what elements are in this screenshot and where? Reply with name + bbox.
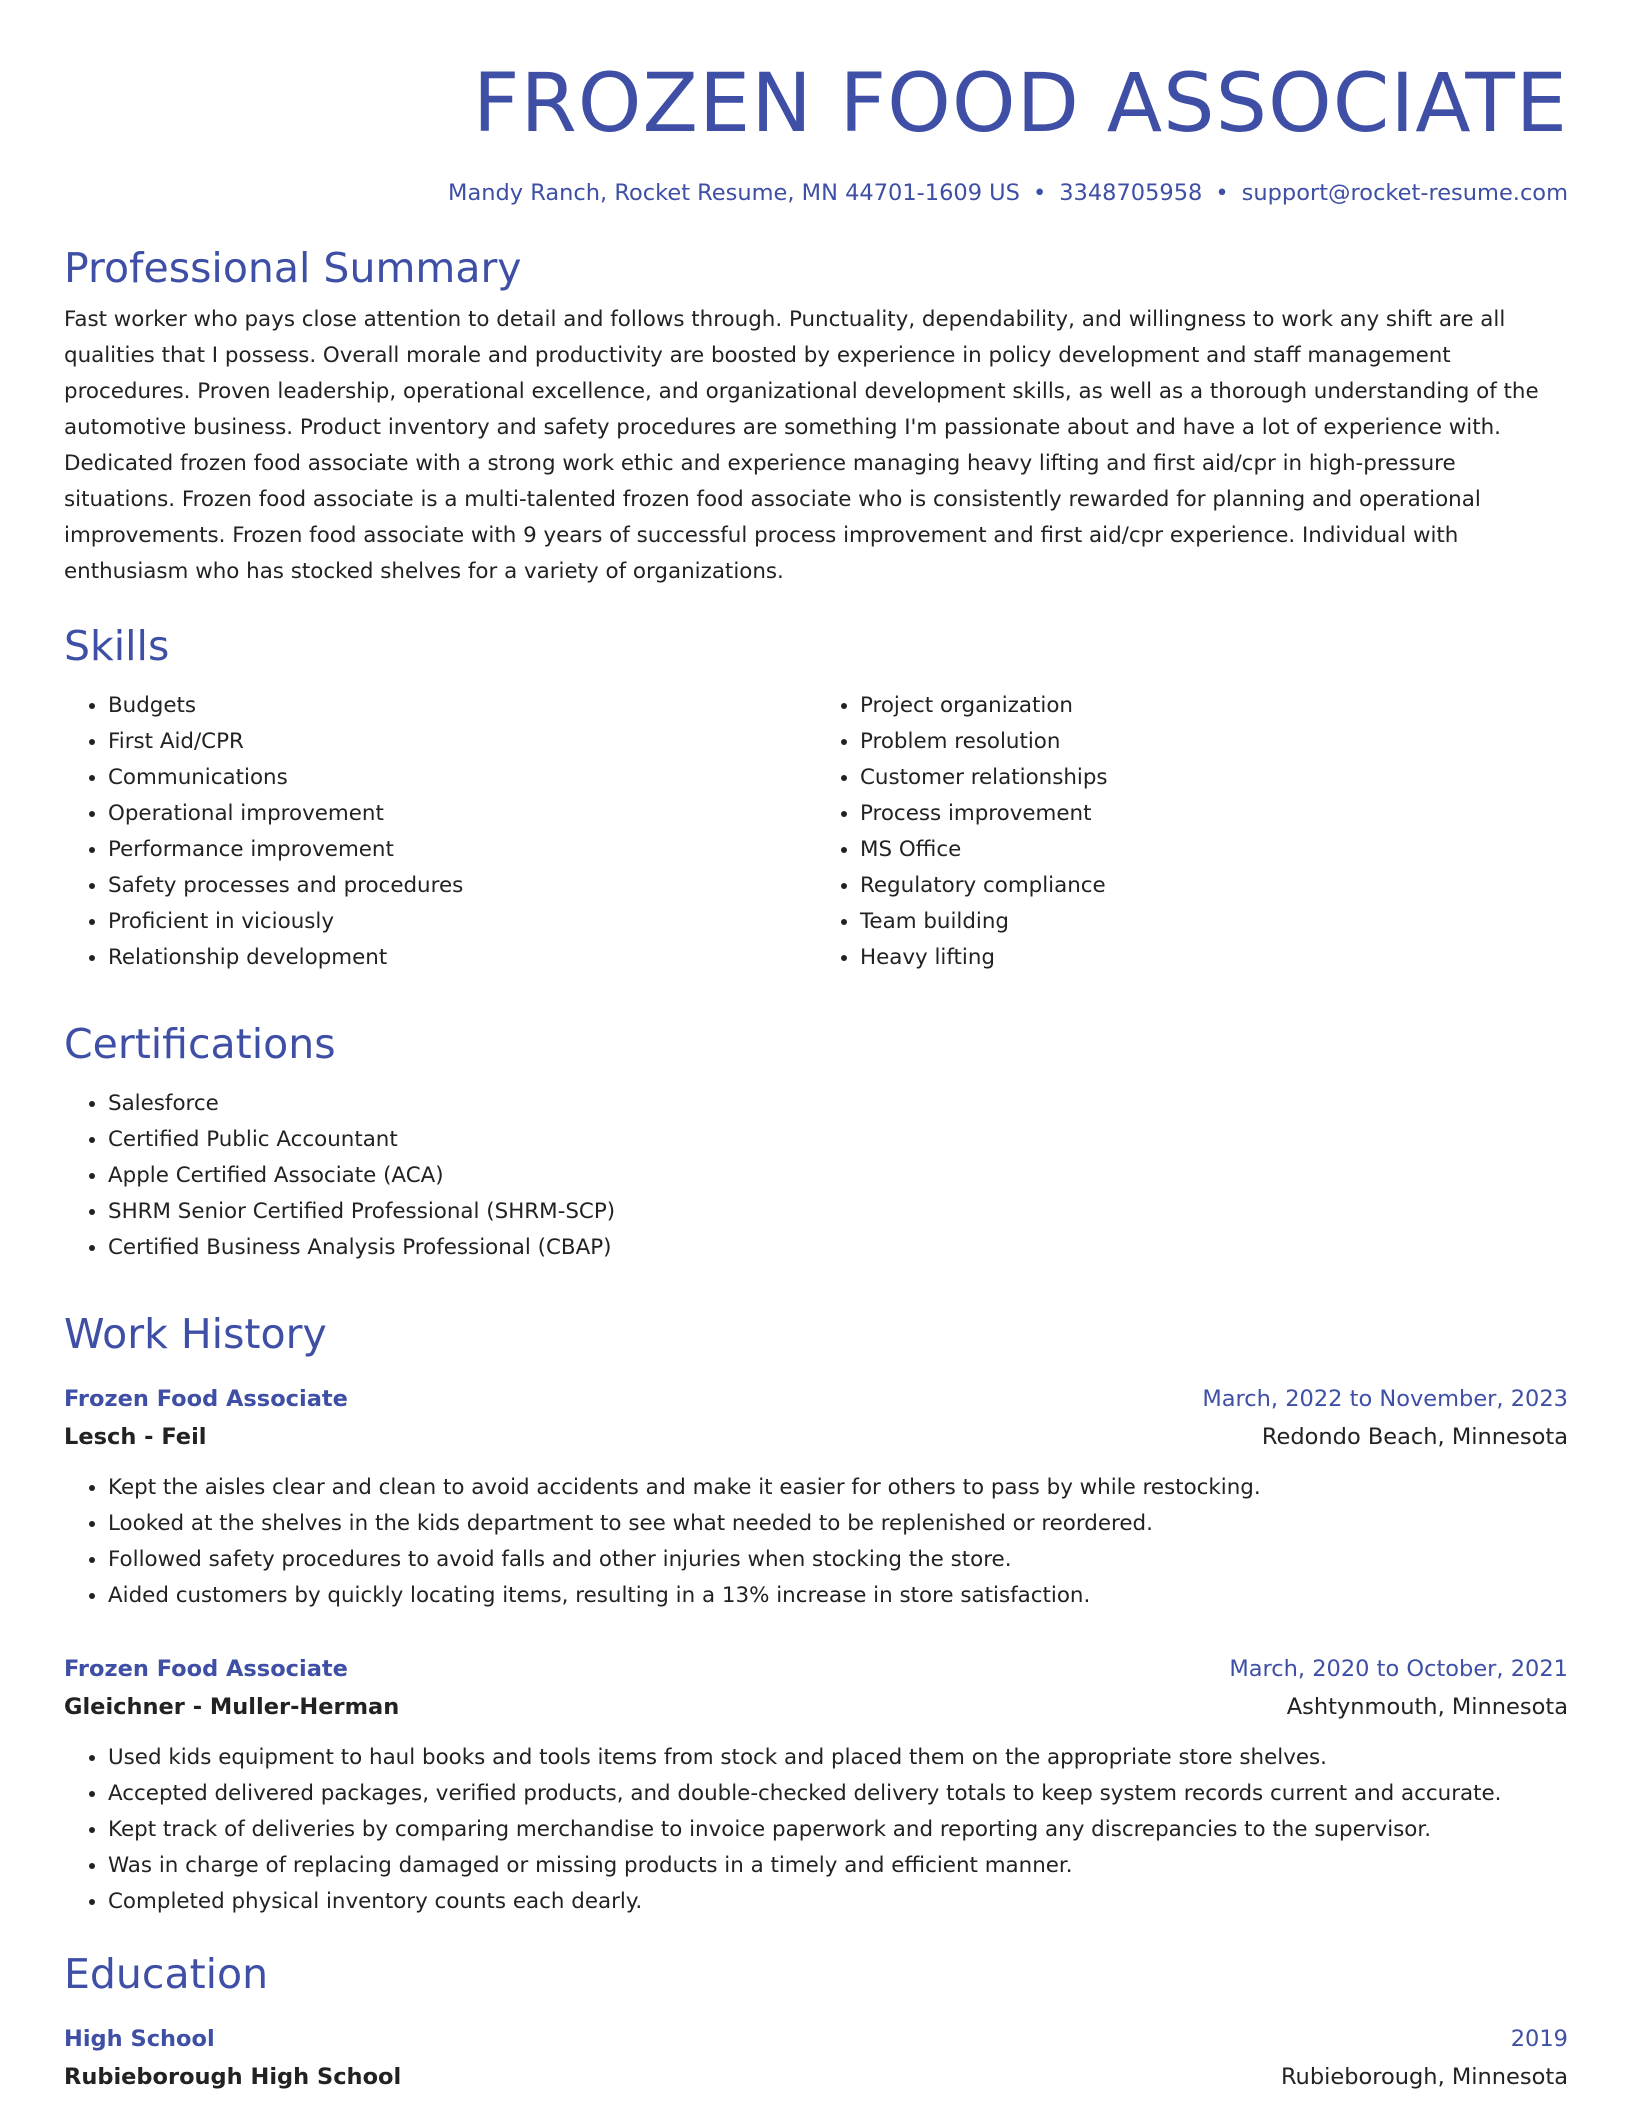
job-dates: March, 2022 to November, 2023	[1202, 1386, 1568, 1412]
certifications-heading: Certifications	[64, 1020, 336, 1068]
certification-item: • Certified Business Analysis Professional (CBAP)	[108, 1230, 1568, 1266]
certification-item: • Apple Certified Associate (ACA)	[108, 1158, 1568, 1194]
skill-item: • Problem resolution	[860, 724, 1568, 760]
job-duty: • Accepted delivered packages, verified products, and double-checked delivery totals to keep system records current and accurate.	[108, 1776, 1568, 1812]
skill-item: • First Aid/CPR	[108, 724, 816, 760]
job-duty: • Kept the aisles clear and clean to avoid accidents and make it easier for others to pass by while restocking.	[108, 1470, 1568, 1506]
contact-separator: •	[1032, 180, 1047, 206]
education-location: Rubieborough, Minnesota	[1280, 2064, 1568, 2090]
skill-item: • Project organization	[860, 688, 1568, 724]
skill-item: • Safety processes and procedures	[108, 868, 816, 904]
education-degree-row	[64, 2020, 1568, 2058]
skill-item: • Heavy lifting	[860, 940, 1568, 976]
education-degree: High School	[64, 2026, 215, 2052]
summary-text: Fast worker who pays close attention to detail and follows through. Punctuality, dependability, and willingness to work any shift are all qualities that I possess. Overall morale and productivity are boosted by experience in policy development and staff management procedures. Proven leadership, operational excellence, and organizational development skills, as well as a thorough understanding of the automotive business. Product inventory and safety procedures are something I'm passionate about and have a lot of experience with. Dedicated frozen food associate with a strong work ethic and experience managing heavy lifting and first aid/cpr in high-pressure situations. Frozen food associate is a multi-talented frozen food associate who is consistently rewarded for planning and operational improvements. Frozen food associate with 9 years of successful process improvement and first aid/cpr experience. Individual with enthusiasm who has stocked shelves for a variety of organizations.	[64, 307, 1539, 584]
skill-item: • Customer relationships	[860, 760, 1568, 796]
skill-item: • Team building	[860, 904, 1568, 940]
skill-item: • Relationship development	[108, 940, 816, 976]
job-duty: • Was in charge of replacing damaged or missing products in a timely and efficient manner.	[108, 1848, 1568, 1884]
skills-section	[64, 618, 1568, 976]
education-school-row	[64, 2058, 1568, 2096]
job-duty: • Kept track of deliveries by comparing merchandise to invoice paperwork and reporting any discrepancies to the supervisor.	[108, 1812, 1568, 1848]
skill-item: • Operational improvement	[108, 796, 816, 832]
certification-item: • SHRM Senior Certified Professional (SHRM-SCP)	[108, 1194, 1568, 1230]
contact-line	[64, 176, 1568, 210]
contact-email[interactable]: support@rocket-resume.com	[1241, 180, 1568, 206]
skill-item: • MS Office	[860, 832, 1568, 868]
education-section	[64, 1946, 1568, 2096]
education-entry	[64, 2020, 1568, 2096]
job-employer: Lesch - Feil	[64, 1424, 207, 1450]
education-school: Rubieborough High School	[64, 2064, 402, 2090]
job-duty: • Completed physical inventory counts each dearly.	[108, 1884, 1568, 1920]
resume-title: FROZEN FOOD ASSOCIATE	[472, 57, 1568, 151]
skills-list-right	[816, 688, 1568, 976]
job-duties-list	[64, 1470, 1568, 1614]
certifications-section	[64, 1016, 1568, 1266]
skill-item: • Regulatory compliance	[860, 868, 1568, 904]
job-entry	[64, 1380, 1568, 1614]
education-heading: Education	[64, 1950, 269, 1998]
job-employer: Gleichner - Muller-Herman	[64, 1694, 400, 1720]
work-history-section	[64, 1306, 1568, 1920]
skills-grid	[64, 688, 1568, 976]
job-employer-row	[64, 1688, 1568, 1726]
skill-item: • Budgets	[108, 688, 816, 724]
skills-list-left	[64, 688, 816, 976]
contact-phone[interactable]: 3348705958	[1059, 180, 1203, 206]
job-dates: March, 2020 to October, 2021	[1229, 1656, 1568, 1682]
job-location: Redondo Beach, Minnesota	[1261, 1424, 1568, 1450]
job-duty: • Followed safety procedures to avoid falls and other injuries when stocking the store.	[108, 1542, 1568, 1578]
job-duties-list	[64, 1740, 1568, 1920]
job-duty: • Aided customers by quickly locating items, resulting in a 13% increase in store satisfaction.	[108, 1578, 1568, 1614]
job-title-row	[64, 1380, 1568, 1418]
skill-item: • Process improvement	[860, 796, 1568, 832]
summary-heading: Professional Summary	[64, 244, 522, 292]
job-employer-row	[64, 1418, 1568, 1456]
job-duty: • Used kids equipment to haul books and tools items from stock and placed them on the appropriate store shelves.	[108, 1740, 1568, 1776]
skill-item: • Communications	[108, 760, 816, 796]
job-entry	[64, 1650, 1568, 1920]
job-duty: • Looked at the shelves in the kids department to see what needed to be replenished or reordered.	[108, 1506, 1568, 1542]
certifications-list	[64, 1086, 1568, 1266]
contact-separator: •	[1215, 180, 1229, 206]
skill-item: • Performance improvement	[108, 832, 816, 868]
summary-section	[64, 240, 1568, 590]
job-title: Frozen Food Associate	[64, 1386, 348, 1412]
job-title: Frozen Food Associate	[64, 1656, 348, 1682]
skills-heading: Skills	[64, 622, 170, 670]
contact-address: Mandy Ranch, Rocket Resume, MN 44701-1609 US	[448, 180, 1020, 206]
resume-header	[64, 52, 1568, 210]
certification-item: • Certified Public Accountant	[108, 1122, 1568, 1158]
skill-item: • Proficient in viciously	[108, 904, 816, 940]
job-title-row	[64, 1650, 1568, 1688]
certification-item: • Salesforce	[108, 1086, 1568, 1122]
job-location: Ashtynmouth, Minnesota	[1286, 1694, 1568, 1720]
work-history-heading: Work History	[64, 1310, 327, 1358]
education-year: 2019	[1510, 2026, 1568, 2052]
